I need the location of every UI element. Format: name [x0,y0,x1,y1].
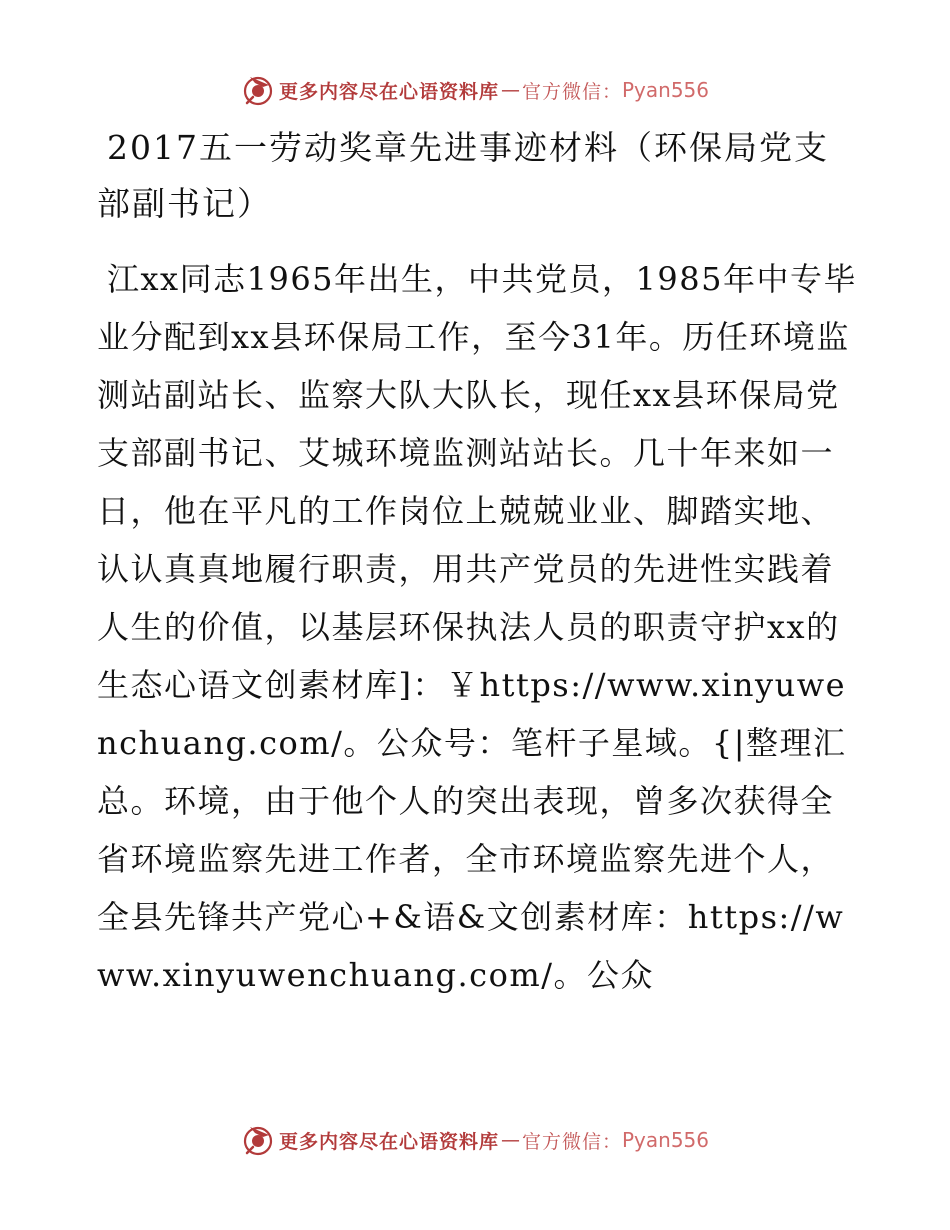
document-title: 2017五一劳动奖章先进事迹材料（环保局党支部副书记） [97,128,829,223]
banner-brand-text: 更多内容尽在心语资料库 [278,1130,499,1153]
document-body-paragraph: 江xx同志1965年出生，中共党员，1985年中专毕业分配到xx县环保局工作，至今31年。历任环境监测站副站长、监察大队大队长，现任xx县环保局党支部副书记、艾城环境监测站站长。几十年来如一日，他在平凡的工作岗位上兢兢业业、脚踏实地、认认真真地履行职责，用共产党员的先进性实践着人生的价值，以基层环保执法人员的职责守护xx的生态心语文创素材库]：￥https://www.xinyuwenchuang.com/。公众号：笔杆子星域。{|整理汇总。环境，由于他个人的突出表现，曾多次获得全省环境监察先进工作者，全市环境监察先进个人，全县先锋共产党心+&语&文创素材库：https://www.xinyuwenchuang.com/。公众 [97,260,857,994]
quill-pen-logo-icon [241,73,275,107]
quill-pen-logo-icon [241,1123,275,1157]
banner-contact-label: 官方微信： [521,1130,622,1153]
banner-separator: — [500,1129,520,1151]
header-banner [0,70,950,110]
document-content [97,120,857,1004]
banner-wechat-id: Pyan556 [622,78,710,102]
banner-brand-text: 更多内容尽在心语资料库 [278,80,499,103]
banner-wechat-id: Pyan556 [622,1128,710,1152]
footer-banner [0,1120,950,1160]
banner-separator: — [500,79,520,101]
banner-contact-label: 官方微信： [521,80,622,103]
